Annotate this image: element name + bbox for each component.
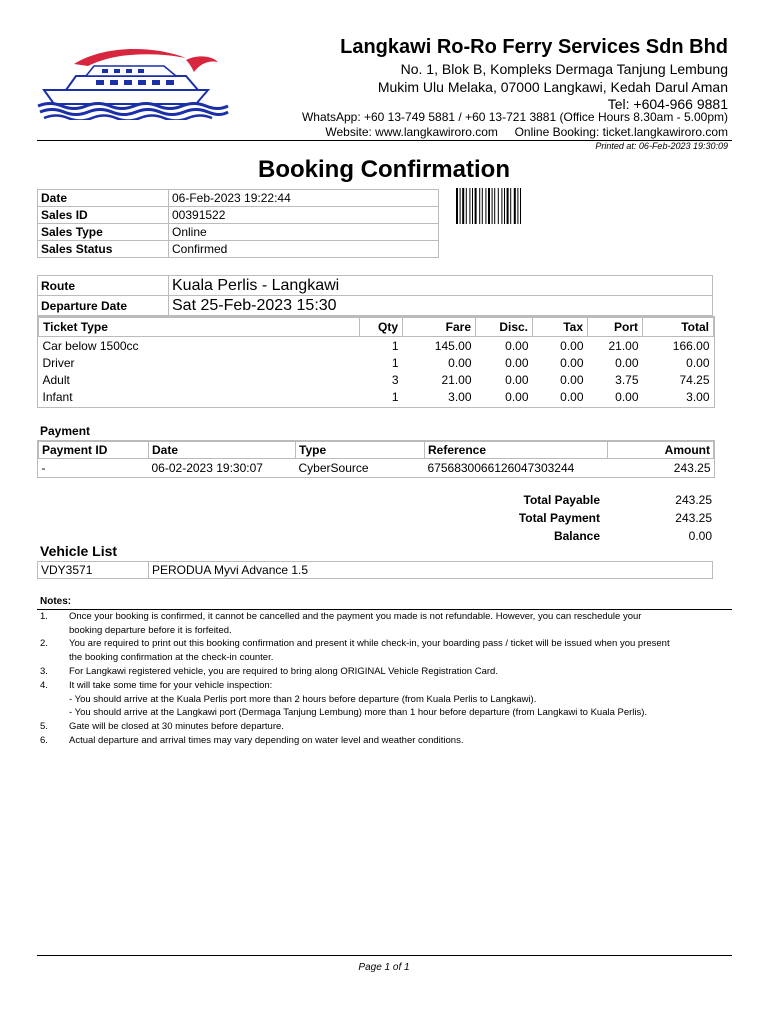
ticket-tax: 0.00: [560, 389, 584, 404]
table-row: [39, 371, 714, 388]
ticket-disc: 0.00: [505, 372, 529, 387]
sale-label: Date: [38, 190, 169, 207]
sale-info-table: [37, 189, 439, 258]
table-row: [38, 190, 439, 207]
ticket-port: 3.75: [615, 372, 639, 387]
ticket-total: 74.25: [679, 372, 710, 387]
table-row: [459, 491, 713, 509]
ticket-fare: 0.00: [448, 355, 472, 370]
table-row: [38, 241, 439, 258]
col-qty: Qty: [360, 318, 403, 337]
vehicle-table: [37, 561, 713, 579]
col-payment-date: Date: [149, 442, 296, 459]
payment-title: Payment: [40, 424, 91, 438]
ticket-fare: 3.00: [448, 389, 472, 404]
barcode: [456, 188, 560, 224]
document-title: Booking Confirmation: [258, 156, 510, 183]
payment-amount: 243.25: [673, 460, 711, 475]
company-logo: [36, 46, 232, 120]
table-row: [459, 509, 713, 527]
ticket-fare: 145.00: [434, 338, 472, 353]
sale-value: Confirmed: [169, 241, 439, 258]
total-payment-value: 243.25: [675, 511, 712, 525]
note-line: For Langkawi registered vehicle, you are required to bring along ORIGINAL Vehicle Registration Card.: [69, 666, 498, 677]
note-item: [0, 610, 768, 640]
notes-title: Notes:: [40, 596, 72, 607]
sale-label: Sales Status: [38, 241, 169, 258]
payment-reference: 6756830066126047303244: [427, 460, 575, 475]
note-line: booking departure before it is forfeited.: [69, 624, 232, 636]
note-item: [0, 720, 768, 735]
trip-table: [37, 275, 713, 316]
vehicle-plate: VDY3571: [38, 562, 149, 579]
ticket-qty: 1: [391, 355, 399, 370]
col-reference: Reference: [425, 442, 608, 459]
note-line: Actual departure and arrival times may vary depending on water level and weather conditions.: [69, 735, 464, 746]
col-tax: Tax: [533, 318, 588, 337]
table-row: [39, 337, 714, 355]
table-row: [38, 562, 713, 579]
sale-label: Sales Type: [38, 224, 169, 241]
ticket-type: Infant: [42, 389, 73, 404]
ticket-qty: 3: [391, 372, 399, 387]
payment-date: 06-02-2023 19:30:07: [151, 460, 263, 475]
ticket-port: 0.00: [615, 389, 639, 404]
note-number: 5.: [40, 721, 48, 732]
note-number: 6.: [40, 735, 48, 746]
company-tel: Tel: +604-966 9881: [607, 96, 728, 112]
note-item: [0, 637, 768, 667]
total-payable-label: Total Payable: [523, 493, 600, 507]
note-item: [0, 734, 768, 749]
col-total: Total: [643, 318, 714, 337]
printed-at: Printed at: 06-Feb-2023 19:30:09: [595, 141, 728, 151]
col-ticket-type: Ticket Type: [39, 318, 360, 337]
ticket-table: [38, 317, 714, 405]
ticket-port: 0.00: [615, 355, 639, 370]
total-payment-label: Total Payment: [518, 511, 600, 525]
payment-type: CyberSource: [298, 460, 369, 475]
ticket-type: Driver: [42, 355, 75, 370]
ticket-total: 166.00: [672, 338, 710, 353]
ticket-table-frame: [37, 316, 715, 408]
col-payment-id: Payment ID: [39, 442, 149, 459]
balance-label: Balance: [553, 529, 600, 543]
departure-value: Sat 25-Feb-2023 15:30: [169, 296, 713, 316]
table-row: [38, 296, 713, 316]
note-item: [0, 679, 768, 723]
col-port: Port: [588, 318, 643, 337]
ticket-type: Car below 1500cc: [42, 338, 139, 353]
note-line: It will take some time for your vehicle inspection:: [69, 680, 273, 691]
note-line: - You should arrive at the Kuala Perlis port more than 2 hours before departure (from Kuala Perlis to Langkawi).: [69, 693, 537, 705]
payment-id: -: [41, 460, 46, 475]
route-value: Kuala Perlis - Langkawi: [169, 276, 713, 296]
sale-label: Sales ID: [38, 207, 169, 224]
total-payable-value: 243.25: [675, 493, 712, 507]
sale-value: Online: [169, 224, 439, 241]
vehicle-list-title: Vehicle List: [40, 543, 118, 559]
note-item: [0, 665, 768, 680]
note-line: You are required to print out this booking confirmation and present it while check-in, your boarding pass / ticket will be issued when you present: [69, 638, 670, 649]
company-website: Website: www.langkawiroro.com: [325, 125, 498, 139]
note-line: the booking confirmation at the check-in counter.: [69, 651, 274, 663]
ticket-total: 0.00: [686, 355, 710, 370]
note-line: Once your booking is confirmed, it cannot be cancelled and the payment you made is not refundable. However, you can reschedule your: [69, 611, 642, 622]
totals-table: [459, 491, 713, 545]
table-row: [38, 207, 439, 224]
ticket-tax: 0.00: [560, 355, 584, 370]
company-web-line: [325, 125, 728, 139]
table-row: [39, 459, 714, 477]
note-line: Gate will be closed at 30 minutes before departure.: [69, 721, 284, 732]
ticket-disc: 0.00: [505, 389, 529, 404]
ticket-type: Adult: [42, 372, 70, 387]
ticket-tax: 0.00: [560, 338, 584, 353]
ticket-port: 21.00: [608, 338, 639, 353]
col-amount: Amount: [608, 442, 714, 459]
ticket-tax: 0.00: [560, 372, 584, 387]
payment-table-frame: [37, 440, 715, 478]
sale-value: 00391522: [169, 207, 439, 224]
col-payment-type: Type: [296, 442, 425, 459]
vehicle-model: PERODUA Myvi Advance 1.5: [149, 562, 713, 579]
payment-table: [38, 441, 714, 476]
route-label: Route: [38, 276, 169, 296]
table-header-row: [39, 318, 714, 337]
table-row: [39, 354, 714, 371]
note-number: 1.: [40, 611, 48, 622]
balance-value: 0.00: [688, 529, 712, 543]
table-row: [39, 388, 714, 405]
company-address-line-1: No. 1, Blok B, Kompleks Dermaga Tanjung Lembung: [400, 61, 728, 77]
table-header-row: [39, 442, 714, 459]
footer-rule: [37, 955, 732, 956]
note-number: 3.: [40, 666, 48, 677]
company-name: Langkawi Ro-Ro Ferry Services Sdn Bhd: [340, 36, 728, 58]
company-address-line-2: Mukim Ulu Melaka, 07000 Langkawi, Kedah Darul Aman: [377, 79, 728, 95]
note-number: 4.: [40, 680, 48, 691]
ticket-qty: 1: [391, 389, 399, 404]
note-number: 2.: [40, 638, 48, 649]
ticket-qty: 1: [391, 338, 399, 353]
table-row: [459, 527, 713, 545]
ticket-fare: 21.00: [441, 372, 472, 387]
departure-label: Departure Date: [38, 296, 169, 316]
col-fare: Fare: [403, 318, 476, 337]
note-line: - You should arrive at the Langkawi port (Dermaga Tanjung Lembung) more than 1 hour before departure (from Langkawi to Kuala Perlis).: [69, 707, 648, 719]
table-row: [38, 224, 439, 241]
sale-value: 06-Feb-2023 19:22:44: [169, 190, 439, 207]
company-online-booking: Online Booking: ticket.langkawiroro.com: [514, 125, 728, 139]
table-row: [38, 276, 713, 296]
ticket-disc: 0.00: [505, 338, 529, 353]
col-disc: Disc.: [476, 318, 533, 337]
company-whatsapp: WhatsApp: +60 13-749 5881 / +60 13-721 3881 (Office Hours 8.30am - 5.00pm): [301, 110, 728, 124]
ticket-disc: 0.00: [505, 355, 529, 370]
page-number: Page 1 of 1: [358, 962, 410, 973]
ticket-total: 3.00: [686, 389, 710, 404]
